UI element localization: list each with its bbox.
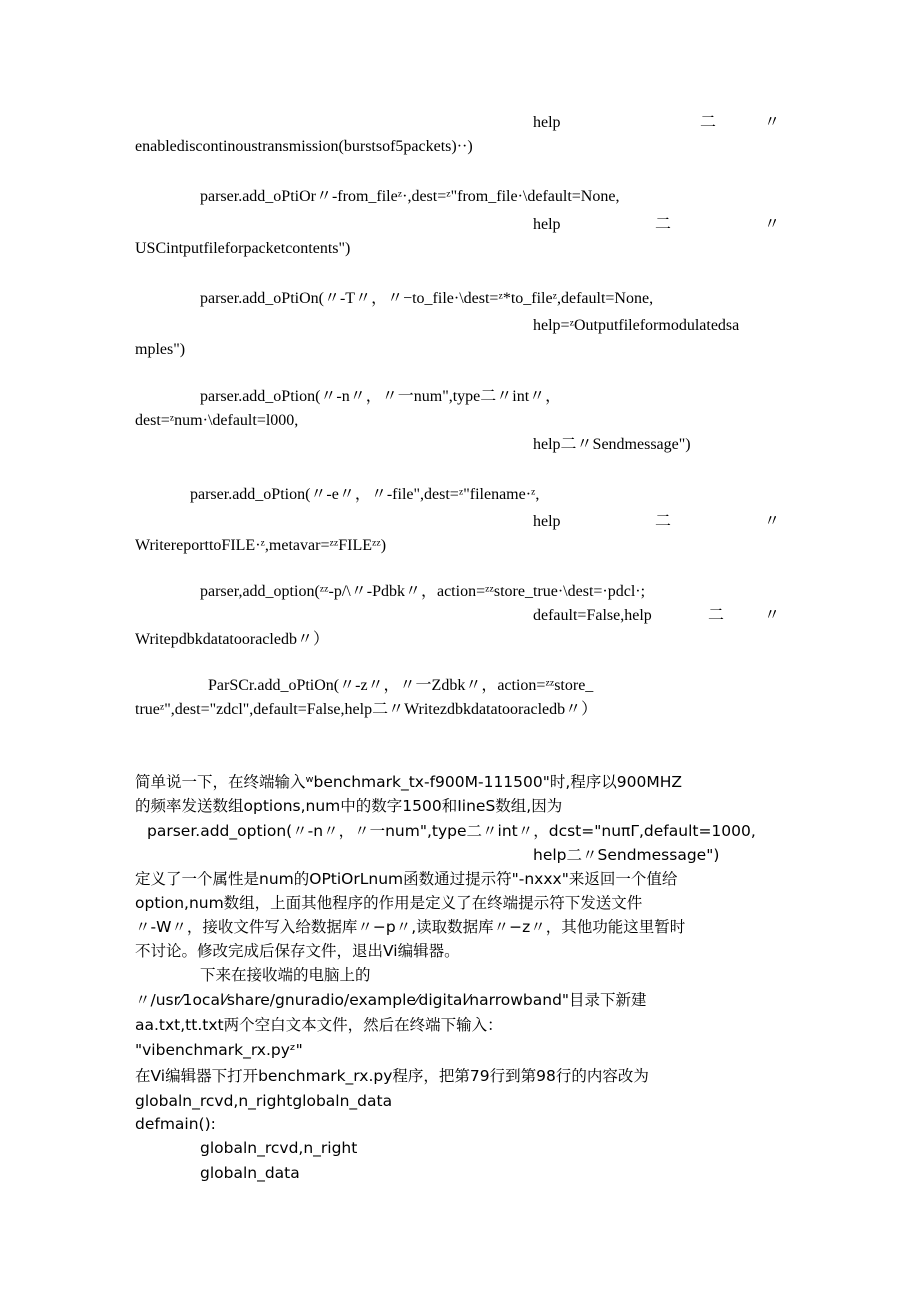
code-line: WritereporttoFILE·ᶻ,metavar=ᶻᶻFILEᶻᶻ) bbox=[135, 537, 387, 554]
code-line: enablediscontinoustransmission(burstsof5packets)··) bbox=[135, 138, 473, 155]
code-line: help bbox=[533, 513, 561, 530]
paragraph-line: help二〃Sendmessage") bbox=[533, 846, 720, 864]
paragraph-line: 不讨论。修改完成后保存文件，退出Vi编辑器。 bbox=[135, 942, 460, 960]
code-line: 〃 bbox=[764, 216, 781, 233]
code-line: 〃 bbox=[764, 114, 781, 131]
paragraph-line: parser.add_option(〃-n〃，〃一num",type二〃int〃，dcst="nuπΓ,default=1000, bbox=[147, 822, 756, 840]
code-line: 〃 bbox=[764, 513, 781, 530]
code-line: default=False,help bbox=[533, 607, 652, 624]
code-line: parser.add_oPtion(〃-n〃，〃一num",type二〃int〃， bbox=[200, 388, 562, 405]
paragraph-line: "vibenchmark_rx.pyᶻ" bbox=[135, 1041, 303, 1059]
paragraph-line: globaln_rcvd,n_rightglobaln_data bbox=[135, 1092, 393, 1110]
paragraph-line: option,num数组，上面其他程序的作用是定义了在终端提示符下发送文件 bbox=[135, 894, 643, 912]
paragraph-line: 下来在接收端的电脑上的 bbox=[200, 966, 371, 984]
code-line: parser.add_oPtion(〃-e〃，〃-file",dest=ᶻ"filename·ᶻ, bbox=[190, 486, 540, 503]
paragraph-line: globaln_data bbox=[200, 1164, 300, 1182]
code-line: 二 bbox=[655, 216, 672, 233]
code-line: help bbox=[533, 216, 561, 233]
code-line: trueᶻ",dest="zdcl",default=False,help二〃Writezdbkdatatooracledb〃） bbox=[135, 701, 598, 718]
paragraph-line: 简单说一下，在终端输入ʷbenchmark_tx-f900M-111500"时,程序以900MHZ bbox=[135, 773, 683, 791]
code-line: parser.add_oPtiOr〃-from_fileᶻ·,dest=ᶻ"from_file·\default=None, bbox=[200, 188, 620, 205]
paragraph-line: 的频率发送数组options,num中的数字1500和IineS数组,因为 bbox=[135, 797, 563, 815]
code-line: help=ᶻOutputfileformodulatedsa bbox=[533, 317, 740, 334]
paragraph-line: 〃-W〃，接收文件写入给数据库〃−p〃,读取数据库〃−z〃，其他功能这里暂时 bbox=[135, 918, 686, 936]
code-line: dest=ᶻnum·\default=l000, bbox=[135, 412, 299, 429]
paragraph-line: globaln_rcvd,n_right bbox=[200, 1139, 358, 1157]
paragraph-line: 在Vi编辑器下打开benchmark_rx.py程序，把第79行到第98行的内容改为 bbox=[135, 1067, 649, 1085]
code-line: USCintputfileforpacketcontents") bbox=[135, 240, 351, 257]
paragraph-line: 〃/usr⁄1ocal⁄share/gnuradio/example⁄digital⁄narrowband"目录下新建 bbox=[135, 991, 647, 1009]
code-line: parser.add_oPtiOn(〃-T〃，〃−to_file·\dest=ᶻ*to_fileᶻ,default=None, bbox=[200, 290, 654, 307]
code-line: Writepdbkdatatooracledb〃） bbox=[135, 631, 329, 648]
code-line: help二〃Sendmessage") bbox=[533, 436, 691, 453]
code-line: help bbox=[533, 114, 561, 131]
code-line: mples") bbox=[135, 341, 186, 358]
code-line: parser,add_option(ᶻᶻ-p/\〃-Pdbk〃，action=ᶻᶻstore_true·\dest=·pdcl·; bbox=[200, 583, 646, 600]
code-line: 二 bbox=[700, 114, 717, 131]
paragraph-line: aa.txt,tt.txt两个空白文本文件，然后在终端下输入： bbox=[135, 1016, 503, 1034]
code-line: 二 bbox=[655, 513, 672, 530]
paragraph-line: defmain(): bbox=[135, 1115, 216, 1133]
paragraph-line: 定义了一个属性是num的OPtiOrLnum函数通过提示符"-nxxx"来返回一个值给 bbox=[135, 870, 678, 888]
code-line: 〃 bbox=[764, 607, 781, 624]
code-line: ParSCr.add_oPtiOn(〃-z〃，〃一Zdbk〃，action=ᶻᶻstore_ bbox=[208, 677, 594, 694]
code-line: 二 bbox=[708, 607, 725, 624]
